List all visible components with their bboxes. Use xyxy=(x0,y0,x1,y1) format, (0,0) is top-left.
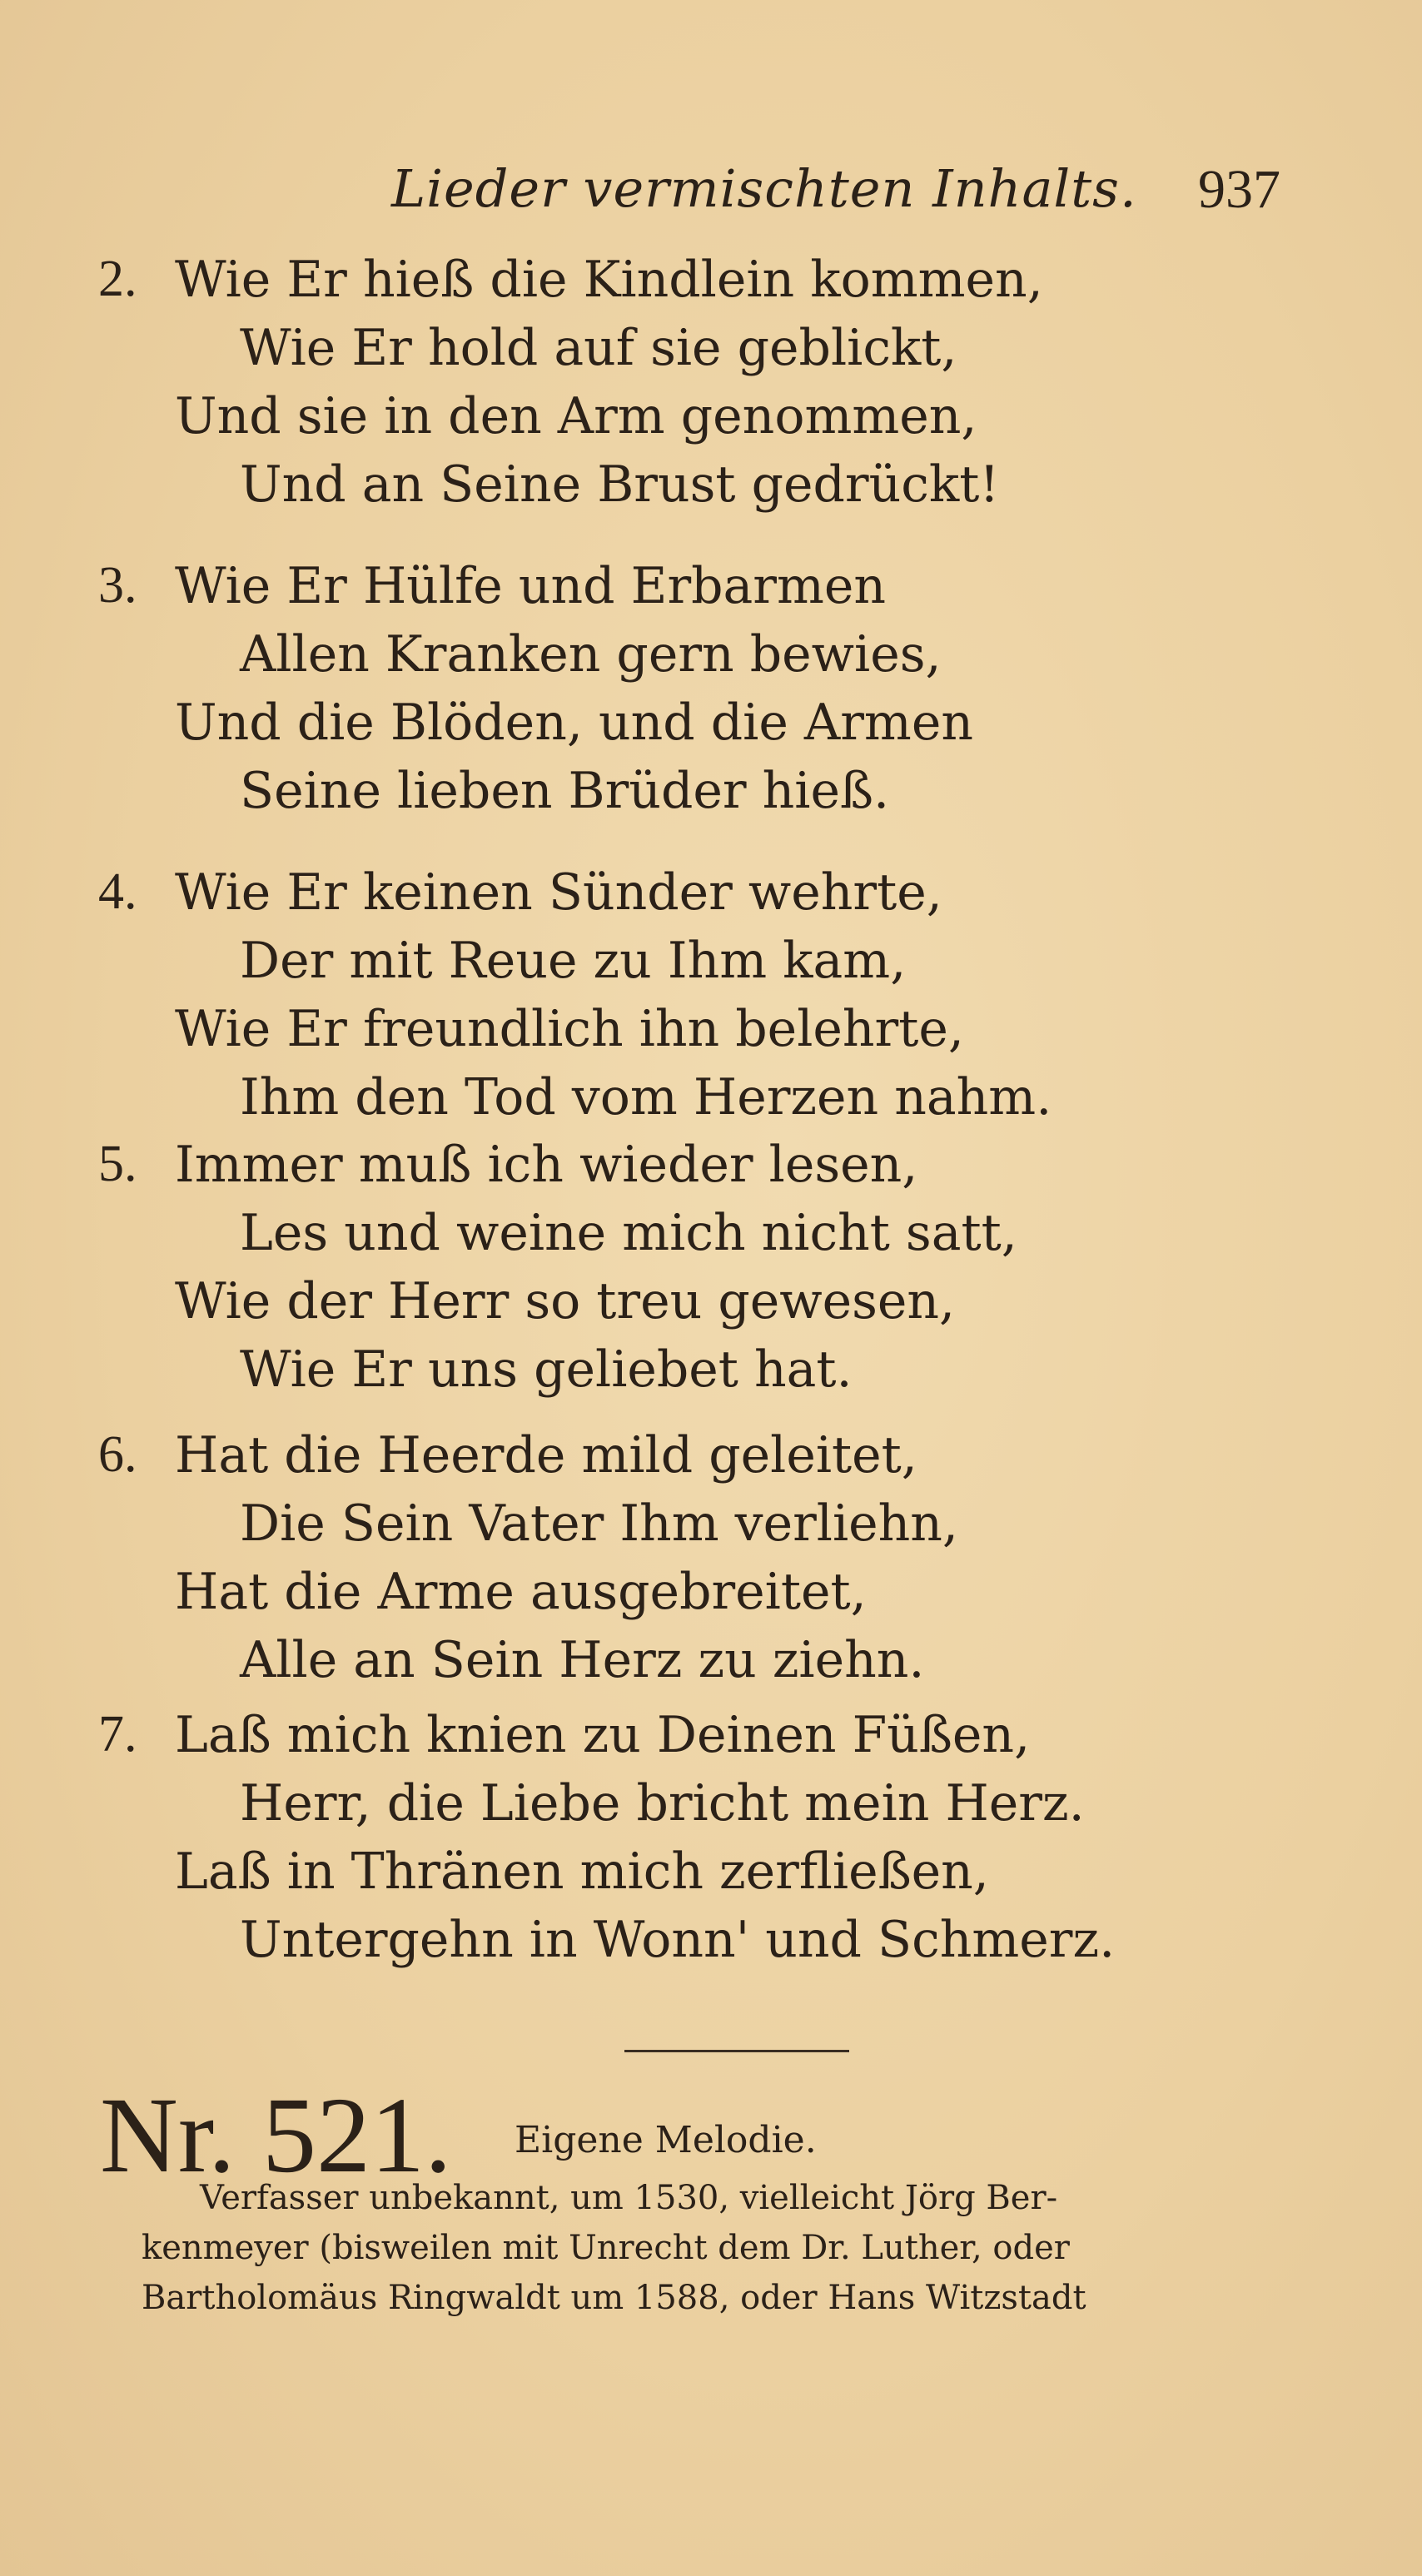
running-title: Lieder vermischten Inhalts. xyxy=(391,158,1137,219)
melody-note: Eigene Melodie. xyxy=(515,2119,817,2161)
verse-line: Wie Er keinen Sünder wehrte, xyxy=(175,863,942,922)
stanza-number: 5. xyxy=(98,1136,137,1192)
verse-line: Hat die Heerde mild geleitet, xyxy=(175,1426,917,1484)
verse-line: Wie Er freundlich ihn belehrte, xyxy=(175,1000,964,1058)
verse-line: Der mit Reue zu Ihm kam, xyxy=(240,932,907,990)
verse-line: Und die Blöden, und die Armen xyxy=(175,694,973,752)
page-header xyxy=(0,158,1422,225)
verse-line: Und sie in den Arm genommen, xyxy=(175,387,977,445)
stanza-number: 4. xyxy=(98,863,137,920)
verse-line: Immer muß ich wieder lesen, xyxy=(175,1136,918,1194)
verse-line: Alle an Sein Herz zu ziehn. xyxy=(240,1631,925,1689)
stanza-number: 2. xyxy=(98,251,137,307)
verse-line: Und an Seine Brust gedrückt! xyxy=(240,455,1000,514)
section-divider xyxy=(624,2050,849,2052)
verse-line: Die Sein Vater Ihm verliehn, xyxy=(240,1494,958,1553)
verse-line: Untergehn in Wonn' und Schmerz. xyxy=(240,1911,1116,1969)
verse-line: Ihm den Tod vom Herzen nahm. xyxy=(240,1068,1052,1126)
stanza-number: 6. xyxy=(98,1426,137,1483)
author-note xyxy=(142,2173,1307,2323)
author-line: kenmeyer (bisweilen mit Unrecht dem Dr. Luther, oder xyxy=(142,2229,1070,2267)
stanza-number: 7. xyxy=(98,1706,137,1763)
verse-line: Laß in Thränen mich zerfließen, xyxy=(175,1842,989,1901)
author-line: Bartholomäus Ringwaldt um 1588, oder Hans Witzstadt xyxy=(142,2279,1086,2317)
verse-line: Laß mich knien zu Deinen Füßen, xyxy=(175,1706,1031,1764)
verse-line: Wie der Herr so treu gewesen, xyxy=(175,1272,956,1330)
hymn-number: Nr. 521. xyxy=(100,2076,452,2196)
verse-line: Allen Kranken gern bewies, xyxy=(240,625,942,684)
page-number: 937 xyxy=(1198,159,1280,220)
verse-line: Les und weine mich nicht satt, xyxy=(240,1204,1017,1262)
verse-line: Wie Er uns geliebet hat. xyxy=(240,1340,853,1399)
stanza-number: 3. xyxy=(98,557,137,614)
verse-line: Wie Er hieß die Kindlein kommen, xyxy=(175,251,1043,309)
verse-line: Wie Er hold auf sie geblickt, xyxy=(240,319,957,377)
author-line: Verfasser unbekannt, um 1530, vielleicht Jörg Ber- xyxy=(200,2179,1058,2217)
verse-line: Wie Er Hülfe und Erbarmen xyxy=(175,557,887,615)
verse-line: Hat die Arme ausgebreitet, xyxy=(175,1563,867,1621)
verse-line: Herr, die Liebe bricht mein Herz. xyxy=(240,1774,1085,1833)
verse-line: Seine lieben Brüder hieß. xyxy=(240,762,890,820)
